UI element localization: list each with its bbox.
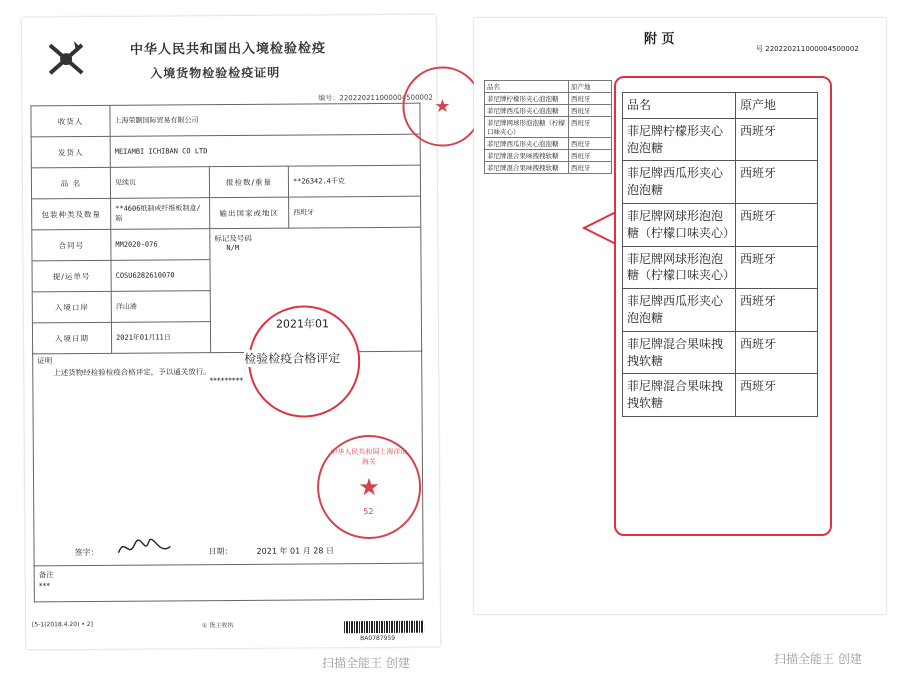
col-origin-header: 原产地 (736, 93, 818, 119)
appendix-serial: 号 220220211000004500002 (756, 45, 859, 53)
table-row: 菲尼牌混合果味拽拽软糖 西班牙 (623, 331, 818, 374)
serial-number: 编号：220220211000004500002 (318, 93, 433, 103)
date-label: 日期： (208, 546, 233, 557)
appendix-small-table (484, 80, 612, 174)
contract-value: MM2020-076 (111, 229, 210, 261)
appendix-zoom-table (622, 92, 818, 417)
consignee-label: 收货人 (31, 105, 110, 137)
quantity-label: 报检数/重量 (209, 166, 288, 198)
remark-block (34, 563, 424, 603)
small-col-name: 品名 (485, 81, 569, 93)
cert-stars: ********* (209, 375, 244, 386)
consignor-label: 发货人 (31, 136, 110, 168)
entry-date-value: 2021年01月11日 (111, 322, 210, 354)
appendix-title: 附 页 (644, 32, 675, 47)
footer-receipt: ① 货主收执 (202, 621, 234, 630)
marks-label: 标记及号码 (214, 233, 252, 244)
stamp-code: 52 (363, 507, 374, 517)
table-row: 菲尼牌西瓜形夹心泡泡糖 西班牙 (485, 138, 612, 150)
stamp-star-icon: ★ (434, 95, 451, 118)
signature-icon (114, 530, 174, 560)
remark-label: 备注 (38, 570, 54, 580)
customs-stamp-top (402, 66, 483, 147)
zoom-text: 检验检疫合格评定 (244, 351, 341, 366)
customs-stamp-bottom (317, 435, 422, 540)
stamp-text: 中华人民共和国上海洋山海关 (330, 447, 408, 467)
certificate-subtitle: 入境货物检验检疫证明 (150, 65, 281, 81)
entry-port-label: 入境口岸 (32, 291, 111, 323)
stamp-star-icon: ★ (358, 472, 380, 502)
entry-date-label: 入境日期 (32, 322, 111, 354)
appendix-zoom-box (614, 76, 832, 536)
zoom-callout (244, 305, 361, 418)
table-row: 菲尼牌柠檬形夹心泡泡糖 西班牙 (485, 93, 612, 105)
bill-label: 提/运单号 (32, 260, 111, 292)
footer-code: [5-1(2018.4.20) • 2] (32, 620, 93, 629)
table-row: 菲尼牌网球形泡泡糖（柠檬口味夹心） 西班牙 (485, 117, 612, 138)
table-row: 菲尼牌西瓜形夹心泡泡糖 西班牙 (623, 289, 818, 332)
bill-value: COSU6282610070 (111, 260, 210, 292)
barcode-number: BA0787959 (360, 634, 396, 643)
col-name-header: 品名 (623, 93, 736, 119)
origin-label: 输出国家或地区 (210, 197, 289, 229)
certificate-page (22, 15, 451, 650)
consignor-value: MEIAMBI ICHIBAN CO LTD (110, 134, 420, 167)
table-row: 菲尼牌西瓜形夹心泡泡糖 西班牙 (623, 161, 818, 204)
cert-text: 上述货物经检验检疫合格评定，予以通关放行。 (53, 367, 211, 378)
customs-emblem-icon (44, 37, 88, 81)
scanner-watermark-left: 扫描全能王 创建 (322, 656, 410, 670)
entry-port-value: 洋山港 (111, 291, 210, 323)
goods-value: 见续页 (110, 167, 209, 199)
appendix-page (474, 18, 886, 614)
certificate-table (30, 103, 422, 355)
table-row: 菲尼牌网球形泡泡糖（柠檬口味夹心） 西班牙 (623, 203, 818, 246)
cert-label: 证明 (37, 356, 53, 366)
remark-value: *** (38, 581, 51, 591)
date-value: 2021 年 01 月 28 日 (256, 546, 334, 556)
goods-label: 品 名 (31, 167, 110, 199)
table-row: 菲尼牌混合果味拽拽软糖 西班牙 (623, 374, 818, 417)
marks-value: N/M (226, 243, 240, 253)
callout-pointer-icon (582, 208, 618, 248)
table-row: 菲尼牌网球形泡泡糖（柠檬口味夹心） 西班牙 (623, 246, 818, 289)
scanner-watermark-right: 扫描全能王 创建 (774, 652, 862, 666)
table-row: 菲尼牌柠檬形夹心泡泡糖 西班牙 (623, 118, 818, 161)
table-row: 菲尼牌混合果味拽拽软糖 西班牙 (485, 162, 612, 174)
packaging-label: 包装种类及数量 (32, 198, 111, 230)
contract-label: 合同号 (32, 229, 111, 261)
consignee-value: 上海荣颢国际贸易有限公司 (110, 103, 420, 136)
zoom-date: 2021年01 (275, 317, 329, 331)
barcode-icon (344, 621, 424, 634)
table-row: 菲尼牌混合果味拽拽软糖 西班牙 (485, 150, 612, 162)
small-col-origin: 原产地 (569, 81, 612, 93)
quantity-value: **26342.4千克 (288, 165, 420, 197)
certificate-title: 中华人民共和国出入境检验检疫 (129, 41, 327, 58)
signature-label: 签字： (74, 547, 99, 558)
packaging-value: **4606纸制或纤维板制盒/箱 (111, 198, 210, 230)
origin-value: 西班牙 (289, 196, 421, 228)
table-row: 菲尼牌西瓜形夹心泡泡糖 西班牙 (485, 105, 612, 117)
